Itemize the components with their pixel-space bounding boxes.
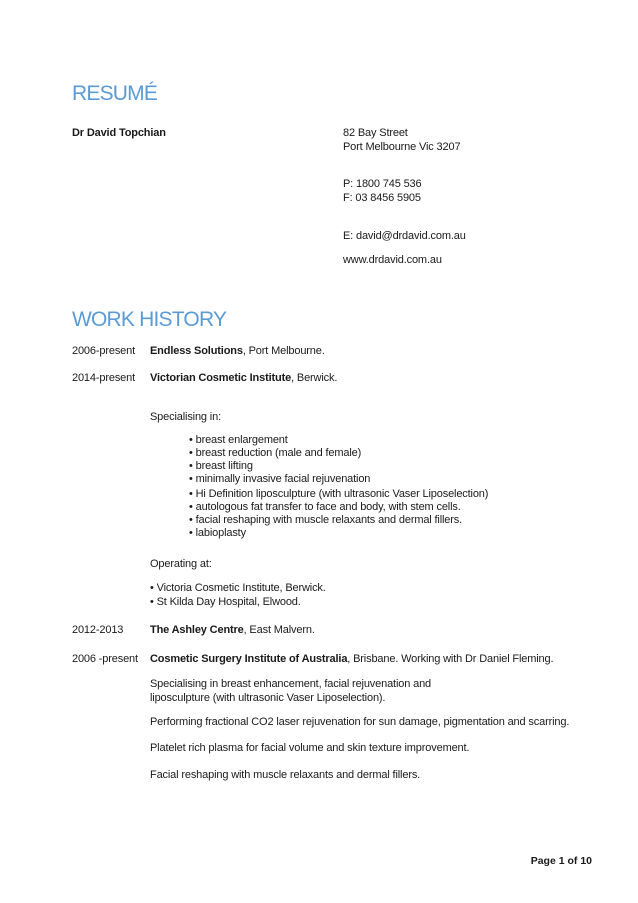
operating-list — [150, 581, 326, 609]
job-location: , Berwick. — [291, 372, 338, 384]
csia-platelet: Platelet rich plasma for facial volume and skin texture improvement. — [150, 742, 470, 754]
job-location: , Port Melbourne. — [242, 345, 325, 357]
person-name: Dr David Topchian — [72, 127, 166, 139]
job-employer: Victorian Cosmetic Institute — [150, 372, 292, 384]
paragraph-line: liposculpture (with ultrasonic Vaser Liposelection). — [150, 692, 386, 704]
list-item: • labioplasty — [189, 527, 246, 539]
contact-email: E: david@drdavid.com.au — [343, 230, 466, 242]
contact-phones — [343, 177, 422, 205]
job-location: , East Malvern. — [243, 624, 315, 636]
csia-specialising — [150, 677, 431, 705]
job-date: 2006 -present — [72, 653, 138, 665]
job-entry — [150, 623, 315, 637]
operating-label: Operating at: — [150, 558, 212, 570]
list-item: • breast enlargement — [189, 434, 288, 446]
contact-website: www.drdavid.com.au — [343, 254, 442, 266]
specialising-list — [189, 434, 488, 540]
address-line-1: 82 Bay Street — [343, 127, 408, 139]
contact-fax: F: 03 8456 5905 — [343, 192, 421, 204]
specialising-label: Specialising in: — [150, 411, 221, 423]
list-item: • breast reduction (male and female) — [189, 447, 362, 459]
job-date: 2014-present — [72, 372, 136, 384]
job-location: , Brisbane. Working with Dr Daniel Fleming. — [347, 653, 554, 665]
list-item: • St Kilda Day Hospital, Elwood. — [150, 596, 301, 608]
resume-heading: RESUMÉ — [72, 82, 158, 105]
page-number: Page 1 of 10 — [530, 855, 592, 867]
csia-co2-laser: Performing fractional CO2 laser rejuvenation for sun damage, pigmentation and scarring. — [150, 716, 570, 728]
job-employer: The Ashley Centre — [150, 624, 244, 636]
job-entry — [150, 371, 337, 385]
job-entry — [150, 652, 553, 666]
work-history-heading: WORK HISTORY — [72, 308, 227, 331]
list-item: • Victoria Cosmetic Institute, Berwick. — [150, 582, 326, 594]
paragraph-line: Specialising in breast enhancement, facial rejuvenation and — [150, 678, 432, 690]
contact-address — [343, 126, 460, 154]
list-item: • Hi Definition liposculpture (with ultrasonic Vaser Liposelection) — [189, 488, 489, 500]
list-item: • autologous fat transfer to face and body, with stem cells. — [189, 501, 461, 513]
list-item: • breast lifting — [189, 460, 253, 472]
contact-phone: P: 1800 745 536 — [343, 178, 422, 190]
job-employer: Cosmetic Surgery Institute of Australia — [150, 653, 348, 665]
job-date: 2006-present — [72, 345, 136, 357]
job-date: 2012-2013 — [72, 624, 124, 636]
csia-reshaping: Facial reshaping with muscle relaxants and dermal fillers. — [150, 769, 421, 781]
job-employer: Endless Solutions — [150, 345, 243, 357]
list-item: • minimally invasive facial rejuvenation — [189, 473, 371, 485]
list-item: • facial reshaping with muscle relaxants and dermal fillers. — [189, 514, 463, 526]
job-entry — [150, 344, 325, 358]
address-line-2: Port Melbourne Vic 3207 — [343, 141, 461, 153]
